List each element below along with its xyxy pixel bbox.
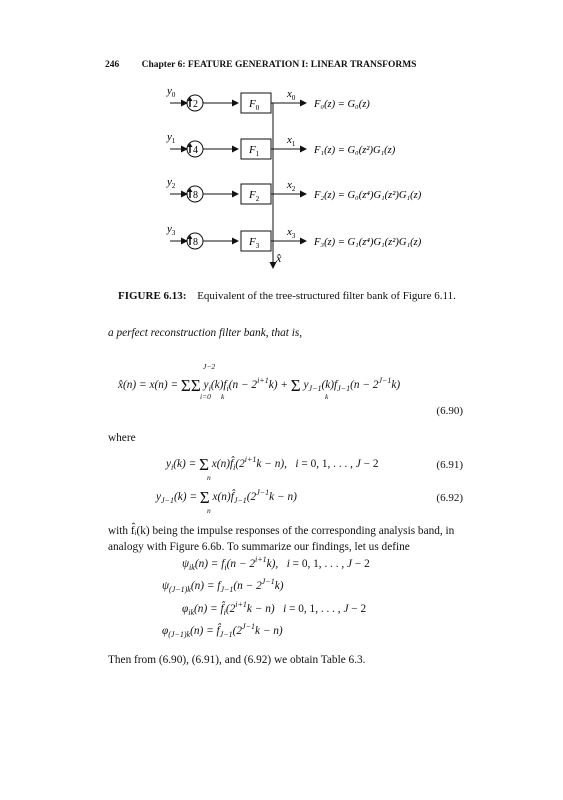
- transfer-function: F₁(z) = G₀(z²)G₁(z): [314, 145, 396, 156]
- filter-label: $F_3$: [249, 236, 260, 250]
- filter-label: $F_0$: [249, 98, 260, 112]
- input-label: $y_1$: [167, 131, 176, 145]
- caption-text: Equivalent of the tree-structured filter bank of Figure 6.11.: [197, 290, 456, 302]
- upsample-factor: 8: [193, 237, 198, 248]
- definition-phi-J: $\varphi_{(J-1)k}(n)$ = $f̂_{J-1}(2^{J-1}k - n)$: [162, 622, 283, 639]
- where-text: where: [108, 432, 136, 444]
- with-text-line1: with f̂ᵢ(k) being the impulse responses of the corresponding analysis band, in: [108, 525, 455, 537]
- caption-label: FIGURE 6.13:: [118, 290, 187, 302]
- chapter-title: Chapter 6: FEATURE GENERATION I: LINEAR TRANSFORMS: [141, 60, 417, 70]
- eq-number-6-90: (6.90): [436, 405, 463, 417]
- filter-row: [166, 85, 370, 113]
- upsample-factor: 4: [193, 145, 198, 156]
- eq-number-6-91: (6.91): [436, 459, 463, 471]
- filter-row: [166, 131, 396, 159]
- output-xhat: x̂: [276, 251, 282, 265]
- intro-text: a perfect reconstruction filter bank, that is,: [108, 327, 303, 339]
- equation-6-92: $y_{J-1}(k) = \Sigma$ $x(n)f̂_{J-1}(2^{J-1}k - n)$: [156, 488, 297, 507]
- definition-psi-J: $\psi_{(J-1)k}(n) = f_{J-1}(n - 2^{J-1}k)$: [162, 577, 284, 594]
- filter-label: $F_1$: [249, 144, 260, 158]
- output-label: $x_1$: [287, 134, 296, 148]
- output-label: $x_0$: [287, 88, 296, 102]
- input-label: $y_0$: [167, 85, 176, 99]
- transfer-function: F₃(z) = G₁(z⁴)G₁(z²)G₁(z): [314, 237, 422, 248]
- definition-psi-ik: $\psi_{ik}(n) = f_i(n - 2^{i+1}k)$, i = 0, 1, . . . , J − 2: [182, 555, 370, 572]
- figure-caption: [118, 290, 456, 302]
- transfer-function: F₀(z) = G₀(z): [314, 99, 370, 110]
- input-label: $y_2$: [167, 176, 176, 190]
- filter-bank-diagram: [0, 0, 563, 285]
- equation-6-90: x̂(n) = x(n) = ΣΣ $y_i(k)f_i(n - 2^{i+1}k) + \Sigma$ $y_{J-1}(k)f_{J-1}(n - 2^{J-1}k)$: [118, 376, 401, 395]
- input-label: $y_3$: [167, 223, 176, 237]
- output-label: $x_3$: [287, 226, 296, 240]
- eq-number-6-92: (6.92): [436, 492, 463, 504]
- transfer-function: F₂(z) = G₀(z⁴)G₁(z²)G₁(z): [314, 190, 422, 201]
- upsample-factor: 8: [193, 190, 198, 201]
- equation-6-91: $y_i(k) = \Sigma$ $x(n)f̂_i(2^{i+1}k - n)$, i = 0, 1, . . . , J − 2: [166, 455, 379, 474]
- filter-row: [166, 223, 422, 251]
- final-text: Then from (6.90), (6.91), and (6.92) we obtain Table 6.3.: [108, 654, 366, 666]
- filter-label: $F_2$: [249, 189, 260, 203]
- page-number: 246: [105, 60, 120, 70]
- upsample-factor: 2: [193, 99, 198, 110]
- output-label: $x_2$: [287, 179, 296, 193]
- definition-phi-ik: $\varphi_{ik}(n)$ = $f̂_i(2^{i+1}k - n)$ i = 0, 1, . . . , J − 2: [182, 600, 367, 617]
- filter-row: [166, 176, 422, 204]
- with-text-line2: analogy with Figure 6.6b. To summarize our findings, let us define: [108, 541, 410, 553]
